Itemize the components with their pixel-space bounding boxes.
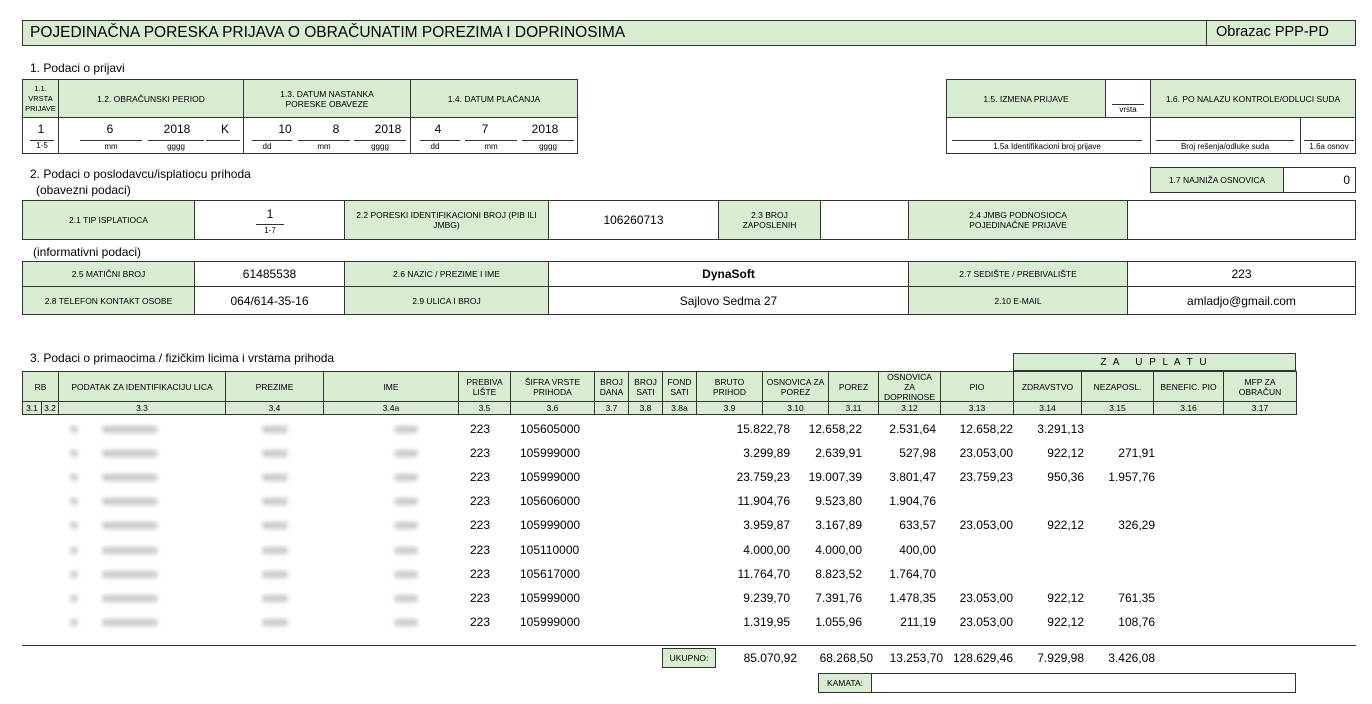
jmbg-podnosioca-box bbox=[1127, 200, 1356, 240]
cell-bruto: 23.759,23 bbox=[736, 470, 790, 485]
cell-sifra: 105606000 bbox=[520, 494, 581, 509]
col-number-3: 3.4 bbox=[225, 401, 324, 415]
broj-resenja-line bbox=[1156, 140, 1294, 141]
form-code: Obrazac PPP-PD bbox=[1216, 24, 1329, 40]
redacted-identifier bbox=[102, 498, 158, 505]
cell-osnd: 12.658,22 bbox=[959, 422, 1013, 436]
total-pio: 7.929,98 bbox=[1037, 651, 1084, 665]
cell-bruto: 11.764,70 bbox=[737, 566, 790, 581]
placanje-year-line bbox=[522, 140, 574, 141]
redacted-rb bbox=[70, 619, 78, 626]
col-number-1: 3.2 bbox=[41, 401, 59, 415]
redacted-identifier bbox=[102, 595, 158, 602]
identifikacioni-line bbox=[952, 140, 1142, 141]
cell-preb: 223 bbox=[470, 422, 491, 436]
col-number-11: 3.10 bbox=[762, 401, 829, 415]
label-2-8: 2.8 TELEFON KONTAKT OSOBE bbox=[22, 286, 195, 315]
col-header-13: PIO bbox=[940, 371, 1014, 402]
cell-sifra: 105999000 bbox=[520, 470, 581, 485]
cell-sifra: 105110000 bbox=[520, 542, 580, 557]
telefon-value: 064/614-35-16 bbox=[194, 286, 345, 315]
form-title: POJEDINAČNA PORESKA PRIJAVA O OBRAČUNATIM POREZIMA I DOPRINOSIMA bbox=[30, 24, 626, 41]
osnov-label: 1.6a osnov bbox=[1309, 142, 1349, 151]
period-divider-3 bbox=[410, 117, 411, 154]
redacted-surname bbox=[262, 595, 288, 602]
col-number-5: 3.5 bbox=[458, 401, 511, 415]
label-1-6: 1.6. PO NALAZU KONTROLE/ODLUCI SUDA bbox=[1150, 79, 1356, 118]
nastanak-month-label: mm bbox=[317, 142, 331, 151]
redacted-surname bbox=[262, 619, 288, 626]
label-1-5: 1.5. IZMENA PRIJAVE bbox=[946, 79, 1106, 118]
cell-osn: 19.007,39 bbox=[808, 470, 862, 485]
redacted-rb bbox=[70, 547, 78, 554]
col-header-2: PREZIME bbox=[225, 371, 324, 402]
label-1-4: 1.4. DATUM PLAĆANJA bbox=[410, 79, 578, 118]
placanje-year: 2018 bbox=[531, 122, 559, 136]
redacted-name bbox=[394, 426, 418, 433]
redacted-identifier bbox=[102, 522, 158, 529]
cell-bruto: 11.904,76 bbox=[737, 494, 790, 509]
vrsta-prijave-range: 1-5 bbox=[36, 141, 48, 150]
nastanak-year-line bbox=[354, 140, 406, 141]
cell-preb: 223 bbox=[470, 518, 491, 533]
col-header-7: BROJ SATI bbox=[628, 371, 663, 402]
col-number-16: 3.15 bbox=[1081, 401, 1154, 415]
col-number-9: 3.8a bbox=[662, 401, 697, 415]
cell-osn: 2.639,91 bbox=[815, 446, 862, 461]
placanje-day-label: dd bbox=[430, 142, 440, 151]
obavezni-label: (obavezni podaci) bbox=[36, 183, 131, 197]
col-header-8: FOND SATI bbox=[662, 371, 697, 402]
label-2-5: 2.5 MATIČNI BROJ bbox=[22, 261, 195, 287]
redacted-name bbox=[394, 571, 418, 578]
col-number-0: 3.1 bbox=[22, 401, 42, 415]
col-number-10: 3.9 bbox=[696, 401, 763, 415]
col-header-6: BROJ DANA bbox=[594, 371, 629, 402]
cell-pio: 3.291,13 bbox=[1037, 422, 1084, 436]
cell-bruto: 3.299,89 bbox=[743, 446, 790, 461]
placanje-day: 4 bbox=[434, 122, 442, 136]
cell-sifra: 105999000 bbox=[520, 590, 581, 605]
nastanak-month-line bbox=[298, 140, 350, 141]
cell-porez: 1.764,70 bbox=[889, 566, 936, 581]
cell-preb: 223 bbox=[470, 470, 491, 485]
totals-divider bbox=[22, 645, 1356, 646]
izmena-vrsta-label: vrsta bbox=[1119, 105, 1137, 114]
cell-sifra: 105999000 bbox=[520, 614, 581, 629]
cell-osn: 8.823,52 bbox=[815, 566, 862, 581]
form-title-divider bbox=[1206, 20, 1207, 46]
cell-osn: 4.000,00 bbox=[815, 542, 862, 557]
col-header-12: OSNOVICA ZA DOPRINOSE bbox=[878, 371, 941, 402]
placanje-month-label: mm bbox=[484, 142, 498, 151]
tip-isplatioca-range: 1-7 bbox=[264, 226, 276, 235]
nastanak-day-label: dd bbox=[262, 142, 272, 151]
nastanak-day-line bbox=[252, 140, 292, 141]
cell-zdr: 271,91 bbox=[1118, 446, 1155, 461]
cell-bruto: 4.000,00 bbox=[743, 542, 790, 557]
cell-porez: 3.801,47 bbox=[889, 470, 936, 485]
col-number-15: 3.14 bbox=[1013, 401, 1082, 415]
nastanak-year: 2018 bbox=[374, 122, 402, 136]
redacted-name bbox=[394, 619, 418, 626]
maticni-broj-value: 61485538 bbox=[194, 261, 345, 287]
label-2-6: 2.6 NAZIC / PREZIME I IME bbox=[344, 261, 549, 287]
placanje-month-line bbox=[465, 140, 517, 141]
cell-pio: 922,12 bbox=[1047, 614, 1084, 629]
cell-osnd: 23.053,00 bbox=[959, 446, 1013, 461]
cell-porez: 1.904,76 bbox=[889, 494, 936, 509]
placanje-day-line bbox=[420, 140, 460, 141]
nastanak-year-label: gggg bbox=[371, 142, 389, 151]
label-2-7: 2.7 SEDIŠTE / PREBIVALIŠTE bbox=[908, 261, 1128, 287]
cell-preb: 223 bbox=[470, 494, 491, 509]
redacted-name bbox=[394, 522, 418, 529]
label-2-2: 2.2 PORESKI IDENTIFIKACIONI BROJ (PIB ILI JMBG) bbox=[344, 200, 549, 240]
redacted-rb bbox=[70, 426, 78, 433]
izmena-divider-2 bbox=[1300, 117, 1301, 154]
col-number-13: 3.12 bbox=[878, 401, 941, 415]
redacted-surname bbox=[262, 426, 288, 433]
cell-pio: 950,36 bbox=[1047, 470, 1084, 485]
cell-zdr: 108,76 bbox=[1118, 614, 1155, 629]
cell-porez: 2.531,64 bbox=[889, 422, 936, 436]
section2-title: 2. Podaci o poslodavcu/isplatiocu prihoda bbox=[30, 167, 251, 181]
col-header-5: ŠIFRA VRSTE PRIHODA bbox=[510, 371, 595, 402]
placanje-year-label: gggg bbox=[539, 142, 557, 151]
redacted-name bbox=[394, 450, 418, 457]
redacted-identifier bbox=[102, 450, 158, 457]
cell-pio: 922,12 bbox=[1047, 446, 1084, 461]
col-number-6: 3.6 bbox=[510, 401, 595, 415]
col-number-4: 3.4a bbox=[323, 401, 459, 415]
col-number-8: 3.8 bbox=[628, 401, 663, 415]
izmena-divider-1 bbox=[1150, 117, 1151, 154]
label-2-1: 2.1 TIP ISPLATIOCA bbox=[22, 200, 195, 240]
redacted-rb bbox=[70, 595, 78, 602]
cell-preb: 223 bbox=[470, 446, 491, 461]
redacted-identifier bbox=[102, 426, 158, 433]
label-1-3: 1.3. DATUM NASTANKA PORESKE OBAVEZE bbox=[243, 79, 411, 118]
label-1-1: 1.1. VRSTA PRIJAVE bbox=[22, 79, 59, 118]
period-month-label: mm bbox=[104, 142, 118, 151]
col-header-0: RB bbox=[22, 371, 59, 402]
ukupno-label: UKUPNO: bbox=[662, 648, 716, 668]
cell-osn: 1.055,96 bbox=[815, 614, 862, 629]
cell-osnd: 23.759,23 bbox=[959, 470, 1013, 485]
period-month-line bbox=[80, 140, 142, 141]
col-number-14: 3.13 bbox=[940, 401, 1014, 415]
cell-pio: 922,12 bbox=[1047, 518, 1084, 533]
redacted-rb bbox=[70, 450, 78, 457]
cell-preb: 223 bbox=[470, 542, 491, 557]
col-header-11: POREZ bbox=[828, 371, 879, 402]
cell-zdr: 761,35 bbox=[1118, 590, 1155, 605]
cell-bruto: 3.959,87 bbox=[743, 518, 790, 533]
identifikacioni-label: 1.5a Identifikacioni broj prijave bbox=[993, 142, 1101, 151]
redacted-name bbox=[394, 474, 418, 481]
cell-porez: 633,57 bbox=[899, 518, 936, 533]
period-year-line bbox=[148, 140, 204, 141]
redacted-identifier bbox=[102, 474, 158, 481]
col-header-3: IME bbox=[323, 371, 459, 402]
broj-resenja-label: Broj rešenja/odluke suda bbox=[1180, 142, 1270, 151]
redacted-surname bbox=[262, 474, 288, 481]
col-header-15: NEZAPOSL. bbox=[1081, 371, 1154, 402]
period-month: 6 bbox=[106, 122, 114, 136]
cell-osn: 7.391,76 bbox=[815, 590, 862, 605]
col-header-14: ZDRAVSTVO bbox=[1013, 371, 1082, 402]
redacted-rb bbox=[70, 571, 78, 578]
tip-isplatioca-line bbox=[256, 224, 284, 225]
col-header-1: PODATAK ZA IDENTIFIKACIJU LICA bbox=[58, 371, 226, 402]
period-k: K bbox=[220, 122, 229, 136]
nastanak-day: 10 bbox=[278, 122, 292, 136]
col-number-7: 3.7 bbox=[594, 401, 629, 415]
redacted-surname bbox=[262, 450, 288, 457]
placanje-month: 7 bbox=[481, 122, 489, 136]
label-1-7: 1.7 NAJNIŽA OSNOVICA bbox=[1150, 167, 1284, 193]
naziv-value: DynaSoft bbox=[548, 261, 909, 287]
redacted-identifier bbox=[102, 571, 158, 578]
col-header-17: MFP ZA OBRAČUN bbox=[1223, 371, 1297, 402]
section3-title: 3. Podaci o primaocima / fizičkim licima i vrstama prihoda bbox=[30, 351, 335, 365]
redacted-rb bbox=[70, 498, 78, 505]
period-divider-1 bbox=[58, 117, 59, 154]
osnov-line bbox=[1304, 140, 1354, 141]
total-porez: 13.253,70 bbox=[889, 651, 943, 665]
cell-porez: 400,00 bbox=[899, 542, 936, 557]
cell-sifra: 105999000 bbox=[520, 446, 581, 461]
label-2-10: 2.10 E-MAIL bbox=[908, 286, 1128, 315]
sediste-value: 223 bbox=[1127, 261, 1356, 287]
period-year: 2018 bbox=[163, 122, 191, 136]
cell-bruto: 9.239,70 bbox=[743, 590, 790, 605]
redacted-surname bbox=[262, 498, 288, 505]
cell-porez: 1.478,35 bbox=[889, 590, 936, 605]
redacted-rb bbox=[70, 474, 78, 481]
vrsta-prijave-value: 1 bbox=[37, 122, 45, 136]
total-osnd: 128.629,46 bbox=[952, 651, 1013, 665]
redacted-identifier bbox=[102, 547, 158, 554]
label-2-9: 2.9 ULICA I BROJ bbox=[344, 286, 549, 315]
label-2-3: 2.3 BROJ ZAPOSLENIH bbox=[718, 200, 821, 240]
cell-osnd: 23.053,00 bbox=[959, 590, 1013, 605]
label-1-2: 1.2. OBRAČUNSKI PERIOD bbox=[58, 79, 244, 118]
tip-isplatioca-value: 1 bbox=[266, 207, 274, 221]
nastanak-month: 8 bbox=[332, 122, 340, 136]
period-k-line bbox=[206, 140, 240, 141]
period-year-label: gggg bbox=[167, 142, 185, 151]
cell-porez: 211,19 bbox=[900, 614, 936, 629]
cell-preb: 223 bbox=[470, 590, 491, 605]
redacted-name bbox=[394, 498, 418, 505]
section1-title: 1. Podaci o prijavi bbox=[30, 61, 125, 75]
col-number-12: 3.11 bbox=[828, 401, 879, 415]
cell-sifra: 105999000 bbox=[520, 518, 581, 533]
cell-preb: 223 bbox=[470, 566, 491, 581]
cell-osn: 9.523,80 bbox=[815, 494, 862, 509]
total-zdr: 3.426,08 bbox=[1108, 651, 1155, 665]
cell-bruto: 15.822,78 bbox=[736, 422, 790, 436]
cell-pio: 922,12 bbox=[1047, 590, 1084, 605]
cell-zdr: 326,29 bbox=[1118, 518, 1155, 533]
period-divider-2 bbox=[243, 117, 244, 154]
label-2-4: 2.4 JMBG PODNOSIOCA POJEDINAČNE PRIJAVE bbox=[908, 200, 1128, 240]
cell-zdr: 1.957,76 bbox=[1108, 470, 1155, 485]
redacted-surname bbox=[262, 522, 288, 529]
col-header-9: BRUTO PRIHOD bbox=[696, 371, 763, 402]
redacted-name bbox=[394, 595, 418, 602]
col-number-18: 3.17 bbox=[1223, 401, 1297, 415]
email-value: amladjo@gmail.com bbox=[1127, 286, 1356, 315]
kamata-label: KAMATA: bbox=[818, 673, 872, 693]
za-uplatu-header: Z A U P L A T U bbox=[1013, 353, 1296, 371]
col-number-17: 3.16 bbox=[1153, 401, 1224, 415]
total-osn: 68.268,50 bbox=[819, 651, 873, 665]
col-number-2: 3.3 bbox=[58, 401, 226, 415]
redacted-surname bbox=[262, 571, 288, 578]
cell-preb: 223 bbox=[470, 614, 491, 629]
col-header-4: PREBIVA LIŠTE bbox=[458, 371, 511, 402]
col-header-16: BENEFIC. PIO bbox=[1153, 371, 1224, 402]
ulica-value: Sajlovo Sedma 27 bbox=[548, 286, 909, 315]
kamata-box bbox=[871, 673, 1296, 693]
redacted-surname bbox=[262, 547, 288, 554]
redacted-name bbox=[394, 547, 418, 554]
total-bruto: 85.070,92 bbox=[743, 651, 797, 665]
cell-osnd: 23.053,00 bbox=[959, 614, 1013, 629]
informativni-label: (informativni podaci) bbox=[33, 245, 142, 259]
cell-sifra: 105605000 bbox=[520, 422, 581, 436]
cell-sifra: 105617000 bbox=[520, 566, 581, 581]
redacted-rb bbox=[70, 522, 78, 529]
pib-value: 106260713 bbox=[548, 200, 719, 240]
broj-zaposlenih-box bbox=[820, 200, 909, 240]
cell-osn: 12.658,22 bbox=[808, 422, 862, 436]
redacted-identifier bbox=[102, 619, 158, 626]
col-header-10: OSNOVICA ZA POREZ bbox=[762, 371, 829, 402]
cell-bruto: 1.319,95 bbox=[743, 614, 790, 629]
cell-porez: 527,98 bbox=[899, 446, 936, 461]
najniza-osnovica-value: 0 bbox=[1343, 173, 1350, 187]
cell-osn: 3.167,89 bbox=[815, 518, 862, 533]
cell-osnd: 23.053,00 bbox=[959, 518, 1013, 533]
